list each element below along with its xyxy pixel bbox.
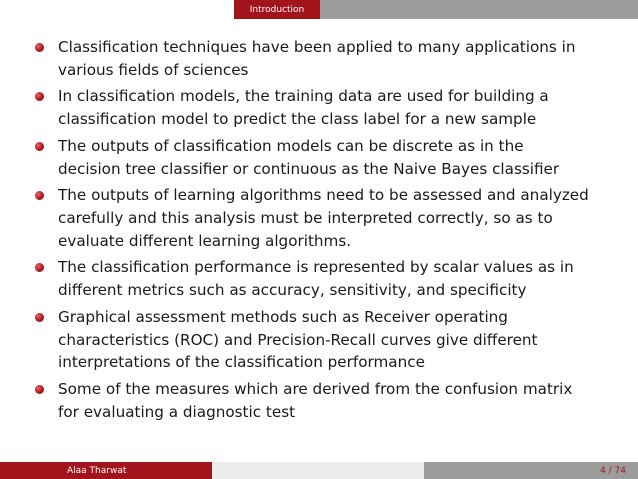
page-number[interactable]: 4 / 74 <box>600 465 626 476</box>
top-navigation-bar <box>0 0 638 19</box>
item-line: Classification techniques have been applied to many applications in <box>58 38 576 56</box>
item-line: In classification models, the training data are used for building a <box>58 87 549 106</box>
nav-right-area <box>320 0 638 19</box>
bullet-icon <box>35 191 44 200</box>
item-line: classification model to predict the class label for a new sample <box>58 110 537 129</box>
list-item <box>32 36 622 82</box>
footer-bar <box>0 462 638 479</box>
item-line: evaluate different learning algorithms. <box>58 231 352 250</box>
bullet-icon <box>35 313 44 322</box>
bullet-icon <box>35 92 44 101</box>
slide-body <box>32 36 622 427</box>
bullet-icon <box>35 385 44 394</box>
bullet-icon <box>35 142 44 151</box>
list-item <box>32 306 622 374</box>
item-line: for evaluating a diagnostic test <box>58 402 296 421</box>
section-tab-introduction[interactable]: Introduction <box>234 0 320 19</box>
item-line: carefully and this analysis must be interpreted correctly, so as to <box>58 208 553 227</box>
footer-middle <box>212 462 424 479</box>
item-line: Graphical assessment methods such as Receiver operating <box>58 307 508 326</box>
item-line: decision tree classifier or continuous as the Naive Bayes classifier <box>58 159 560 178</box>
author-box <box>0 462 212 479</box>
list-item <box>32 85 622 131</box>
item-line: The outputs of classification models can be discrete as in the <box>58 136 524 155</box>
list-item <box>32 378 622 424</box>
item-line: The outputs of learning algorithms need to be assessed and analyzed <box>58 186 589 205</box>
author-name: Alaa Tharwat <box>67 465 127 476</box>
nav-left-area <box>0 0 234 19</box>
bullet-list <box>32 36 622 424</box>
item-line: Some of the measures which are derived from the confusion matrix <box>58 379 573 398</box>
page-indicator-box <box>424 462 638 479</box>
item-line: The classification performance is represented by scalar values as in <box>58 258 574 277</box>
item-line: various fields of sciences <box>58 60 249 79</box>
bullet-icon <box>35 263 44 272</box>
item-line: characteristics (ROC) and Precision-Recall curves give different <box>58 330 538 349</box>
item-line: different metrics such as accuracy, sensitivity, and specificity <box>58 281 527 300</box>
item-line: interpretations of the classification performance <box>58 353 425 372</box>
bullet-icon <box>35 43 44 52</box>
list-item <box>32 256 622 302</box>
list-item <box>32 184 622 252</box>
list-item <box>32 135 622 181</box>
